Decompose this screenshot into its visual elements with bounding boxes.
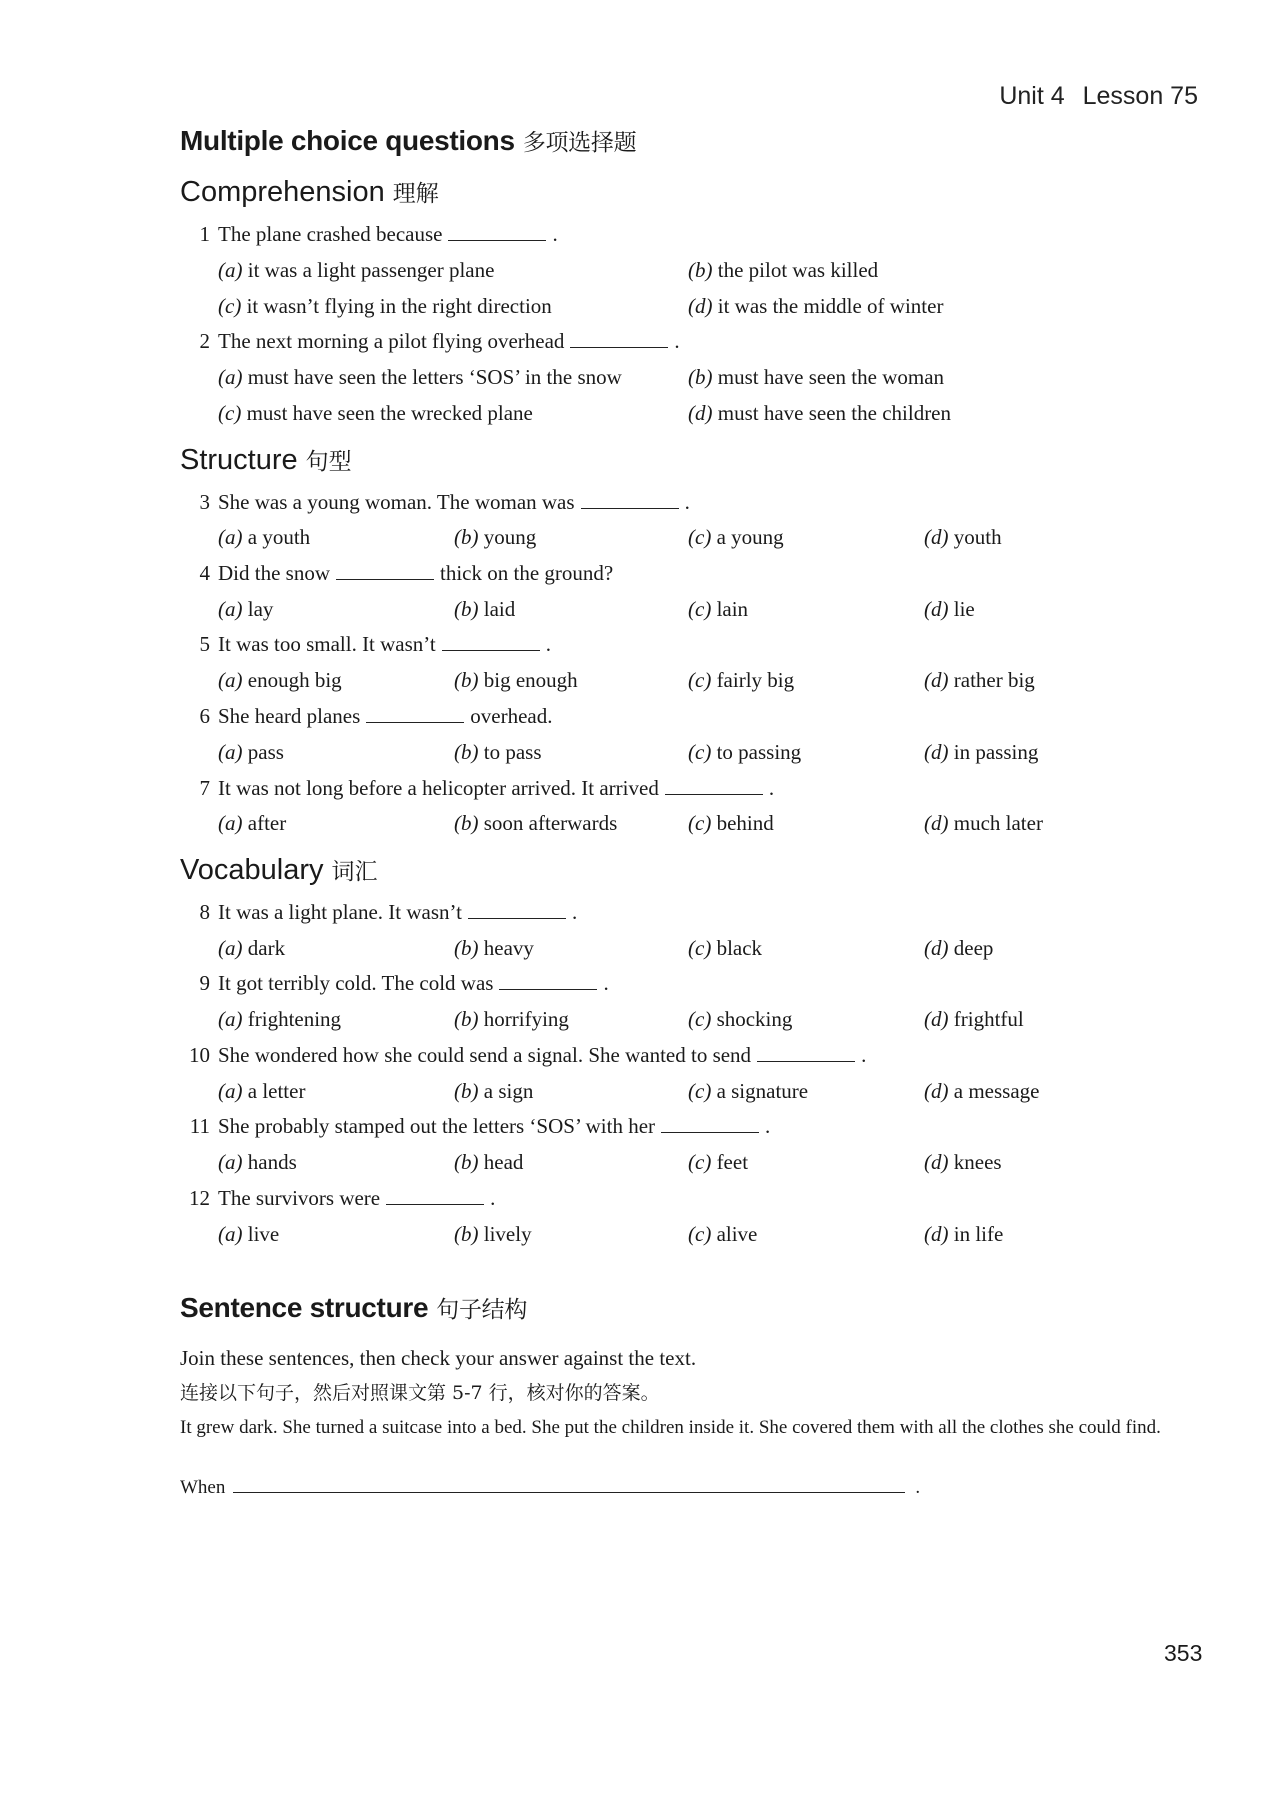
answer-blank [366,708,464,723]
question-1-options [218,258,1198,288]
mcq-section-title: Multiple choice questions 多项选择题 [180,125,637,156]
option-d: (d) youth [924,525,1002,549]
option-a: (a) hands [218,1150,297,1174]
answer-blank [233,1480,905,1493]
question-11: 11 She probably stamped out the letters ‘SOS’ with her . [189,1114,771,1138]
question-5: 5 It was too small. It wasn’t . [199,632,552,656]
option-c: (c) behind [688,811,774,835]
option-b: (b) head [454,1150,524,1174]
comprehension-heading: Comprehension 理解 [180,176,439,208]
option-b: (b) horrifying [454,1007,569,1031]
page-number: 353 [1164,1640,1203,1666]
option-a: (a) after [218,811,287,835]
question-4: 4 Did the snow thick on the ground? [199,561,614,585]
question-8: 8 It was a light plane. It wasn’t . [199,900,578,924]
option-a: (a) pass [218,740,284,764]
question-3-options [218,525,1198,555]
option-c: (c) a signature [688,1079,809,1103]
option-b: (b) young [454,525,537,549]
option-d: (d) must have seen the children [688,401,952,425]
question-1-options-2 [218,294,1198,324]
option-c: (c) must have seen the wrecked plane [218,401,533,425]
question-9: 9 It got terribly cold. The cold was . [199,971,609,995]
sentence-structure-text: It grew dark. She turned a suitcase into a bed. She put the children inside it. She covered them with all the clothes she could find. [180,1417,1161,1438]
question-10: 10 She wondered how she could send a signal. She wanted to send . [189,1043,867,1067]
option-c: (c) to passing [688,740,802,764]
option-a: (a) enough big [218,668,342,692]
question-3: 3 She was a young woman. The woman was . [199,490,690,514]
option-d: (d) it was the middle of winter [688,294,944,318]
option-b: (b) heavy [454,936,534,960]
question-4-options [218,597,1198,627]
option-c: (c) fairly big [688,668,795,692]
option-d: (d) lie [924,597,975,621]
answer-line: When . [180,1477,921,1498]
option-c: (c) feet [688,1150,749,1174]
answer-blank [757,1047,855,1062]
answer-blank [468,904,566,919]
sentence-structure-instruction-zh: 连接以下句子，然后对照课文第 5-7 行，核对你的答案。 [180,1382,660,1404]
option-d: (d) in life [924,1222,1004,1246]
question-2: 2 The next morning a pilot flying overhead . [199,329,680,353]
option-a: (a) a letter [218,1079,306,1103]
option-a: (a) dark [218,936,286,960]
option-c: (c) shocking [688,1007,793,1031]
option-d: (d) frightful [924,1007,1024,1031]
question-2-options-2 [218,401,1198,431]
unit-label: Unit 4 [999,82,1065,110]
answer-blank [442,636,540,651]
question-8-options [218,936,1198,966]
lesson-label: Lesson 75 [1082,82,1198,110]
option-b: (b) soon afterwards [454,811,618,835]
option-b: (b) to pass [454,740,542,764]
answer-blank [386,1190,484,1205]
page-header [999,82,1198,111]
option-d: (d) rather big [924,668,1035,692]
option-c: (c) black [688,936,763,960]
option-a: (a) it was a light passenger plane [218,258,495,282]
answer-blank [499,975,597,990]
option-a: (a) frightening [218,1007,342,1031]
sentence-structure-instruction: Join these sentences, then check your answer against the text. [180,1346,697,1370]
question-2-options [218,365,1198,395]
question-7-options [218,811,1198,841]
structure-heading: Structure 句型 [180,444,352,476]
answer-blank [570,333,668,348]
option-d: (d) knees [924,1150,1002,1174]
option-c: (c) it wasn’t flying in the right direction [218,294,552,318]
option-d: (d) in passing [924,740,1039,764]
question-1: 1 The plane crashed because . [199,222,558,246]
option-a: (a) must have seen the letters ‘SOS’ in the snow [218,365,622,389]
vocabulary-heading: Vocabulary 词汇 [180,854,378,886]
option-a: (a) lay [218,597,274,621]
option-c: (c) alive [688,1222,758,1246]
option-c: (c) lain [688,597,749,621]
option-a: (a) live [218,1222,280,1246]
option-b: (b) laid [454,597,516,621]
question-10-options [218,1079,1198,1109]
question-11-options [218,1150,1198,1180]
question-7: 7 It was not long before a helicopter arrived. It arrived . [199,776,775,800]
answer-blank [581,494,679,509]
option-b: (b) must have seen the woman [688,365,945,389]
option-b: (b) a sign [454,1079,534,1103]
question-6: 6 She heard planes overhead. [199,704,553,728]
option-a: (a) a youth [218,525,311,549]
option-b: (b) lively [454,1222,532,1246]
option-c: (c) a young [688,525,784,549]
question-12-options [218,1222,1198,1252]
question-6-options [218,740,1198,770]
answer-blank [665,780,763,795]
question-12: 12 The survivors were . [189,1186,496,1210]
answer-blank [448,226,546,241]
option-d: (d) deep [924,936,994,960]
option-b: (b) big enough [454,668,578,692]
answer-blank [336,565,434,580]
question-5-options [218,668,1198,698]
answer-blank [661,1118,759,1133]
option-b: (b) the pilot was killed [688,258,879,282]
sentence-structure-title: Sentence structure 句子结构 [180,1292,528,1323]
option-d: (d) a message [924,1079,1040,1103]
option-d: (d) much later [924,811,1043,835]
question-9-options [218,1007,1198,1037]
